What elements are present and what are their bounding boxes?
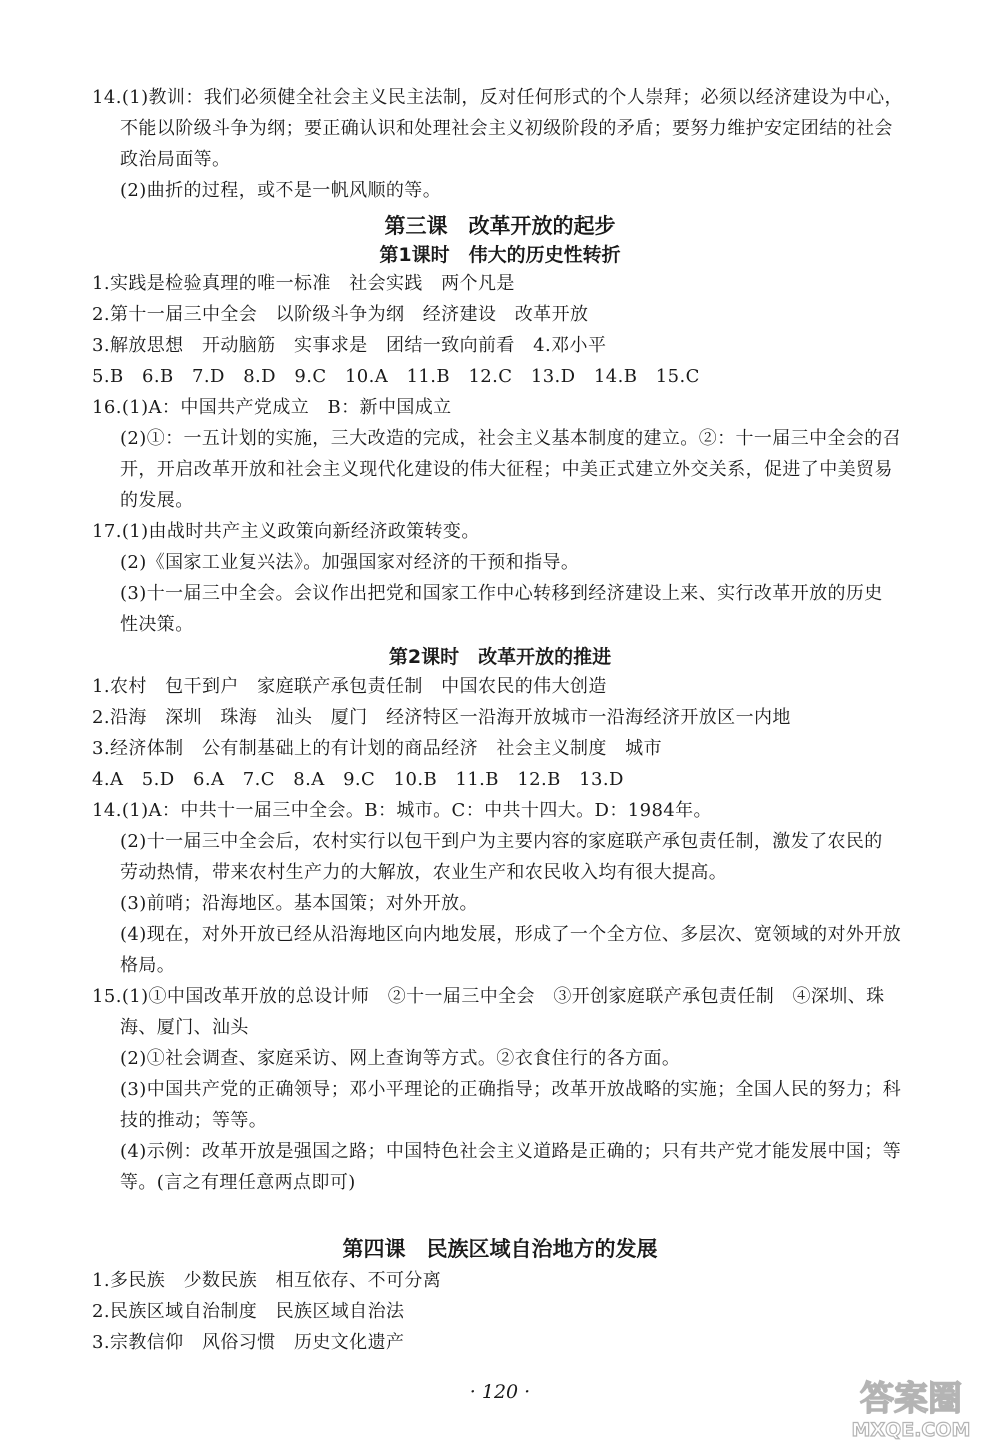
- answer-16-part2-line2: 开，开启改革开放和社会主义现代化建设的伟大征程；中美正式建立外交关系，促进了中美贸易: [120, 459, 893, 480]
- watermark-top-text: 答案圈: [860, 1379, 962, 1419]
- answer-14-part1-line2: 不能以阶级斗争为纲；要正确认识和处理社会主义初级阶段的矛盾；要努力维护安定团结的社会: [120, 118, 893, 139]
- answer-14-part1: 14.(1)A：中共十一届三中全会。B：城市。C：中共十四大。D：1984年。: [92, 800, 712, 821]
- answer-15-part4-line1: (4)示例：改革开放是强国之路；中国特色社会主义道路是正确的；只有共产党才能发展中国；等: [120, 1141, 902, 1162]
- answer-line: 2.沿海 深圳 珠海 汕头 厦门 经济特区一沿海开放城市一沿海经济开放区一内地: [92, 707, 791, 728]
- answer-14-part2-line2: 劳动热情，带来农村生产力的大解放，农业生产和农民收入均有很大提高。: [120, 862, 728, 883]
- answer-14-part4-line2: 格局。: [120, 955, 176, 976]
- answer-line: 1.农村 包干到户 家庭联产承包责任制 中国农民的伟大创造: [92, 676, 607, 697]
- lesson-3-period-2-heading: 第2课时 改革开放的推进: [388, 646, 612, 668]
- answer-16-part2-line3: 的发展。: [120, 490, 194, 511]
- answer-14-part4-line1: (4)现在，对外开放已经从沿海地区向内地发展，形成了一个全方位、多层次、宽领域的对外开放: [120, 924, 902, 945]
- answer-15-part4-line2: 等。(言之有理任意两点即可): [120, 1172, 356, 1193]
- answer-16-part1: 16.(1)A：中国共产党成立 B：新中国成立: [92, 397, 452, 418]
- answer-line: 1.实践是检验真理的唯一标准 社会实践 两个凡是: [92, 273, 515, 294]
- answer-14-part2: (2)曲折的过程，或不是一帆风顺的等。: [120, 180, 442, 201]
- choice-answers-line: 5.B 6.B 7.D 8.D 9.C 10.A 11.B 12.C 13.D 14.B 15.C: [92, 366, 700, 387]
- answer-15-part2: (2)①社会调查、家庭采访、网上查询等方式。②衣食住行的各方面。: [120, 1048, 681, 1069]
- lesson-3-heading: 第三课 改革开放的起步: [384, 214, 616, 238]
- answer-17-part1: 17.(1)由战时共产主义政策向新经济政策转变。: [92, 521, 480, 542]
- page-number: · 120 ·: [469, 1381, 531, 1403]
- answer-15-part3-line2: 技的推动；等等。: [120, 1110, 268, 1131]
- answer-14-part3: (3)前哨；沿海地区。基本国策；对外开放。: [120, 893, 478, 914]
- watermark-bottom-text: MXQE.COM: [851, 1419, 971, 1441]
- answer-line: 3.解放思想 开动脑筋 实事求是 团结一致向前看 4.邓小平: [92, 335, 607, 356]
- answer-14-part1-line3: 政治局面等。: [120, 149, 231, 170]
- answer-14-part2-line1: (2)十一届三中全会后，农村实行以包干到户为主要内容的家庭联产承包责任制，激发了农民的: [120, 831, 883, 852]
- answer-17-part3-line2: 性决策。: [120, 614, 194, 635]
- choice-answers-line: 4.A 5.D 6.A 7.C 8.A 9.C 10.B 11.B 12.B 13.D: [92, 769, 624, 790]
- answer-line: 1.多民族 少数民族 相互依存、不可分离: [92, 1270, 442, 1291]
- watermark-logo-icon: [836, 1374, 986, 1442]
- answer-14-part1-line1: 14.(1)教训：我们必须健全社会主义民主法制，反对任何形式的个人崇拜；必须以经济建设为中心，: [92, 87, 903, 108]
- lesson-4-heading: 第四课 民族区域自治地方的发展: [342, 1237, 658, 1261]
- answer-16-part2-line1: (2)①：一五计划的实施，三大改造的完成，社会主义基本制度的建立。②：十一届三中全会的召: [120, 428, 902, 449]
- answer-17-part3-line1: (3)十一届三中全会。会议作出把党和国家工作中心转移到经济建设上来、实行改革开放的历史: [120, 583, 883, 604]
- answer-line: 3.宗教信仰 风俗习惯 历史文化遗产: [92, 1332, 405, 1353]
- answer-15-part1-line1: 15.(1)①中国改革开放的总设计师 ②十一届三中全会 ③开创家庭联产承包责任制 ④深圳、珠: [92, 986, 885, 1007]
- answer-15-part3-line1: (3)中国共产党的正确领导；邓小平理论的正确指导；改革开放战略的实施；全国人民的努力；科: [120, 1079, 902, 1100]
- answer-15-part1-line2: 海、厦门、汕头: [120, 1017, 249, 1038]
- answer-17-part2: (2)《国家工业复兴法》。加强国家对经济的干预和指导。: [120, 552, 580, 573]
- answer-line: 3.经济体制 公有制基础上的有计划的商品经济 社会主义制度 城市: [92, 738, 662, 759]
- answer-line: 2.第十一届三中全会 以阶级斗争为纲 经济建设 改革开放: [92, 304, 589, 325]
- watermark-logo: [836, 1374, 986, 1442]
- answer-line: 2.民族区域自治制度 民族区域自治法: [92, 1301, 405, 1322]
- lesson-3-period-1-heading: 第1课时 伟大的历史性转折: [379, 244, 621, 266]
